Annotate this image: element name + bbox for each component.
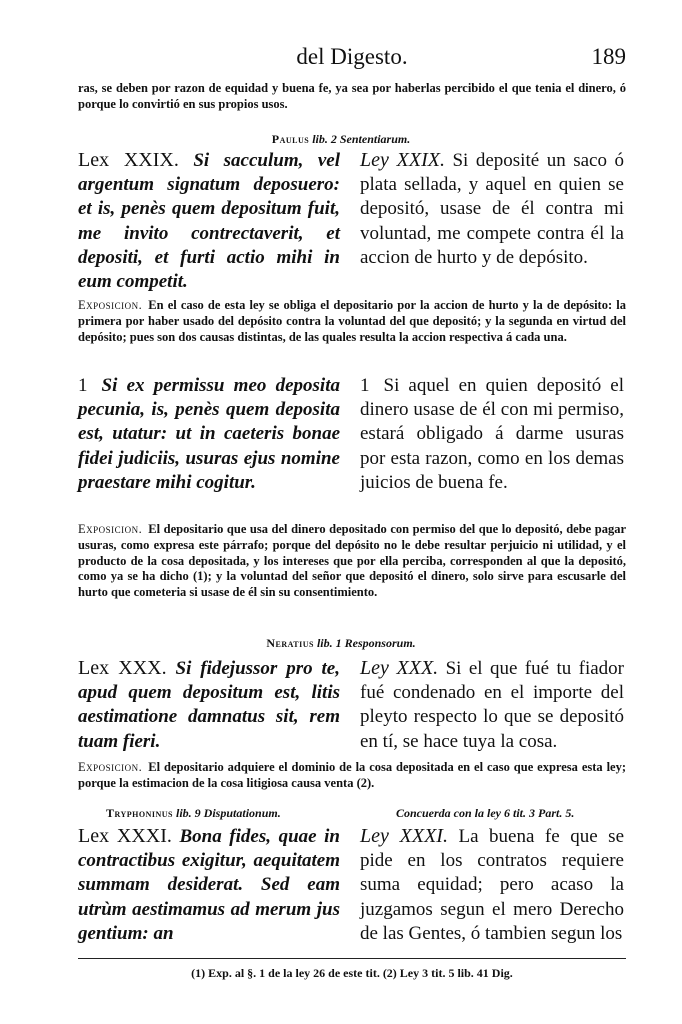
latin-body: Si fidejussor pro te, apud quem depositum est, litis aestimatione damnatus sit, rem tuam fieri. [78,658,340,752]
ley-heading: Ley XXX. [360,657,439,679]
exposicion-1 [78,298,626,345]
concordance-note [396,806,574,821]
exposicion-body: En el caso de esta ley se obliga el depositario por la accion de hurto y la de depósito: la primera por haber usado del depósito contra la voluntad del que depositó; y la segunda en virtud del depósito; pues son dos causas distintas, de las quales resulta la accion respectiva á cada una. [78,298,626,344]
exposicion-body: El depositario que usa del dinero depositado con permiso del que lo depositó, debe pagar usuras, como expresa este párrafo; porque del depósito no le debe resultar perjuicio ni utilidad, y el producto de la cosa depositada, y los intereses que por ella perciba, corresponden al que la depositó, como ya se ha dicho (1); y la voluntad del señor que depositó el dinero, solo sirve para escusarle del hurto que cometeria si usase de él sin su consentimiento. [78,522,626,600]
spanish-text-ley-30 [360,656,624,754]
latin-text-paragraph-1 [78,374,340,495]
running-head [78,44,626,74]
latin-body: Si sacculum, vel argentum signatum deposuero: et is, penès quem depositum fuit, me invito contrectaverit, et depositi, et furti actio mihi in eum competit. [78,150,340,293]
source-line-paulus [0,132,682,147]
spanish-text-paragraph-1 [360,374,624,495]
spanish-body: Si deposité un saco ó plata sellada, y aquel en quien se depositó, usase de él contra mi voluntad, me compete contra él la accion de hurto y de depósito. [360,150,624,268]
spanish-body: La buena fe que se pide en los contratos requiere suma equidad; pero acaso la juzgamos segun el mero Derecho de las Gentes, ó tambien segun los [360,826,624,944]
latin-text-lex-30 [78,656,340,754]
exposicion-3 [78,760,626,792]
source-line-neratius [0,636,682,651]
spanish-body: Si el que fué tu fiador fué condenado en el importe del pleyto respecto lo que se depositó en tí, se hace tuya la cosa. [360,658,624,752]
source-author: Paulus [271,132,310,146]
spanish-text-ley-29 [360,148,624,270]
footnote-rule [78,958,626,959]
paragraph-number: 1 [78,375,88,396]
exposicion-2 [78,522,626,601]
source-work: lib. 2 Sententiarum. [309,132,411,146]
ley-heading: Ley XXXI. [360,825,448,847]
ley-heading: Ley XXIX. [360,149,445,171]
concordance-text: Concuerda con la ley 6 tit. 3 Part. 5. [396,806,575,820]
footnotes: (1) Exp. al §. 1 de la ley 26 de este tit. (2) Ley 3 tit. 5 lib. 41 Dig. [191,966,513,980]
latin-body: Si ex permissu meo deposita pecunia, is, penès quem deposita est, utatur: ut in caeteris bonae fidei judiciis, usuras ejus nomine praestare mihi cogitur. [78,375,340,493]
exposicion-body: El depositario adquiere el dominio de la cosa depositada en el caso que expresa esta ley; porque la estimacion de la cosa litigiosa causa venta (2). [78,760,626,790]
latin-text-lex-31 [78,824,340,946]
latin-body: Bona fides, quae in contractibus exigitur, aequitatem summam desiderat. Sed eam utrùm aestimamus ad merum jus gentium: an [78,826,340,944]
lex-heading: Lex XXXI. [78,825,172,847]
paragraph-number: 1 [360,375,370,396]
latin-text-lex-29 [78,148,340,294]
spanish-body: Si aquel en quien depositó el dinero usase de él con mi permiso, estará obligado á darme usuras por esta razon, como en los demas juicios de buena fe. [360,375,624,493]
exposicion-label: Exposicion. [78,760,143,774]
source-author: Tryphoninus [106,806,174,820]
spanish-text-ley-31 [360,824,624,946]
lex-heading: Lex XXX. [78,657,167,679]
source-author: Neratius [266,636,314,650]
source-line-tryphoninus [106,806,281,821]
source-work: lib. 1 Responsorum. [313,636,416,650]
exposicion-label: Exposicion. [78,522,143,536]
source-work: lib. 9 Disputationum. [173,806,281,820]
exposicion-label: Exposicion. [78,298,143,312]
page-number: 189 [591,44,626,69]
continuation-paragraph: ras, se deben por razon de equidad y buena fe, ya sea por haberlas percibido el que tenia el dinero, ó porque lo convirtió en sus propios usos. [78,81,626,111]
running-title: del Digesto. [296,44,408,69]
lex-heading: Lex XXIX. [78,149,179,171]
